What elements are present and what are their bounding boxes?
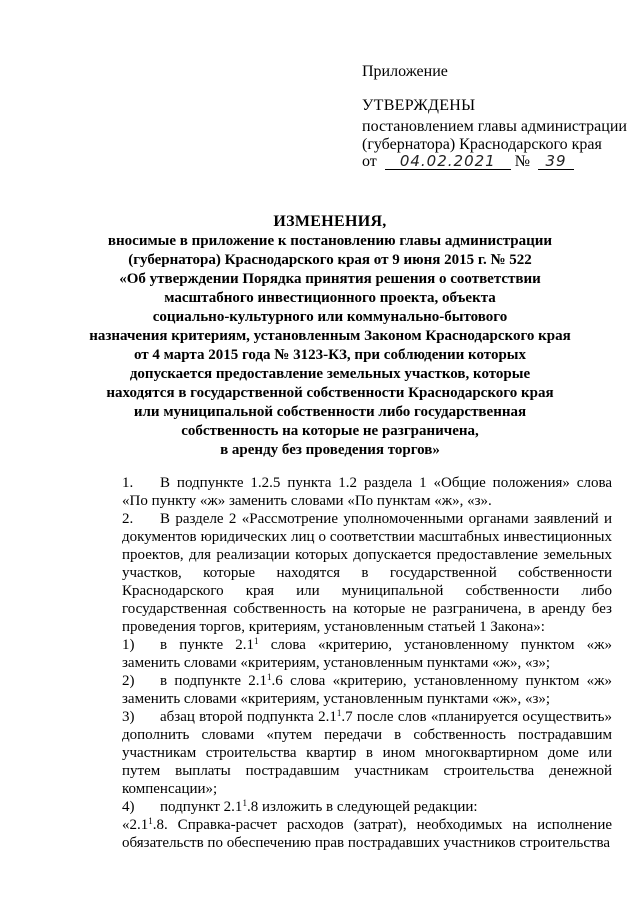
subitem-text: .8 изложить в следующей редакции:	[246, 799, 478, 815]
subitem-1	[122, 636, 612, 672]
title-line: допускается предоставление земельных участков, которые	[129, 366, 531, 382]
paragraph-number: 2.	[122, 511, 134, 527]
number-prefix: №	[514, 153, 531, 170]
title-line: социально-культурного или коммунально-бытового	[152, 309, 508, 325]
date-prefix: от	[362, 153, 377, 170]
superscript: 1	[254, 636, 259, 646]
handwritten-number: 39	[538, 153, 574, 170]
title-line: от 4 марта 2015 года № 3123-КЗ, при соблюдении которых	[133, 347, 526, 363]
quoted-new-text	[122, 816, 612, 852]
subitem-text: в пункте 2.1	[160, 637, 255, 653]
subitem-text: подпункт 2.1	[160, 799, 243, 815]
title-line: «Об утверждении Порядка принятия решения о соответствии	[119, 271, 541, 287]
subitem-4	[122, 798, 612, 816]
title-line: назначения критериям, установленным Законом Краснодарского края	[89, 328, 571, 344]
superscript: 1	[267, 672, 272, 682]
subitem-text: .6 слова «критерию, установленному пунктом «ж» заменить словами «критериям, установленным пунктами «ж», «з»;	[122, 673, 612, 707]
approved-by-line-2: (губернатора) Краснодарского края	[362, 136, 602, 153]
quoted-text: .8. Справка-расчет расходов (затрат), необходимых на исполнение обязательств по обеспечению прав пострадавших участников строительства	[122, 817, 612, 851]
subitem-text: в подпункте 2.1	[160, 673, 268, 689]
title-line: или муниципальной собственности либо государственная	[133, 404, 527, 420]
document-body	[122, 474, 612, 852]
title-line: вносимые в приложение к постановлению главы администрации	[107, 233, 553, 249]
paragraph-number: 1.	[122, 475, 134, 491]
quoted-text: «2.1	[122, 817, 149, 833]
title-line: собственность на которые не разграничена,	[181, 423, 479, 439]
approved-label: УТВЕРЖДЕНЫ	[362, 97, 476, 114]
subitem-number: 4)	[122, 799, 135, 815]
approved-by-line-1: постановлением главы администрации	[362, 118, 627, 135]
subitem-2	[122, 672, 612, 708]
title-main: ИЗМЕНЕНИЯ,	[273, 213, 387, 230]
superscript: 1	[336, 708, 342, 718]
subitem-text: абзац второй подпункта 2.1	[160, 709, 337, 725]
subitem-number: 3)	[122, 709, 135, 725]
superscript: 1	[148, 816, 153, 826]
paragraph-1	[122, 474, 612, 510]
title-line: находятся в государственной собственности Краснодарского края	[106, 385, 554, 401]
subitem-number: 2)	[122, 673, 135, 689]
appendix-label: Приложение	[362, 63, 448, 80]
handwritten-date: 04.02.2021	[385, 153, 511, 170]
title-line: в аренду без проведения торгов»	[220, 442, 440, 458]
superscript: 1	[242, 798, 247, 808]
paragraph-text: В разделе 2 «Рассмотрение уполномоченными органами заявлений и документов юридических лиц о соответствии масштабных инвестиционных проектов, для реализации которых допускается предоставление земельных участков, которые находятся в государственной собственности Краснодарского края или муниципальной собственности либо государственная собственность на которые не разграничена, в аренду без проведения торгов, критериям, установленным статьей 1 Закона»:	[122, 511, 612, 635]
subitem-text: .7 после слов «планируется осуществить» дополнить словами «путем передачи в собственность пострадавшим участникам строительства квартир в ином многоквартирном доме или путем выплаты пострадавшим участникам строительства денежной компенсации»;	[122, 709, 613, 797]
paragraph-2	[122, 510, 612, 636]
paragraph-text: В подпункте 1.2.5 пункта 1.2 раздела 1 «Общие положения» слова «По пункту «ж» заменить словами «По пунктам «ж», «з».	[122, 475, 612, 509]
document-title	[60, 212, 600, 460]
subitem-3	[122, 708, 612, 798]
subitem-text: слова «критерию, установленному пунктом «ж» заменить словами «критериям, установленным пунктами «ж», «з»;	[122, 637, 612, 671]
date-number-line	[362, 152, 574, 171]
title-line: (губернатора) Краснодарского края от 9 июня 2015 г. № 522	[128, 252, 532, 268]
subitem-number: 1)	[122, 637, 135, 653]
title-line: масштабного инвестиционного проекта, объекта	[164, 290, 496, 306]
